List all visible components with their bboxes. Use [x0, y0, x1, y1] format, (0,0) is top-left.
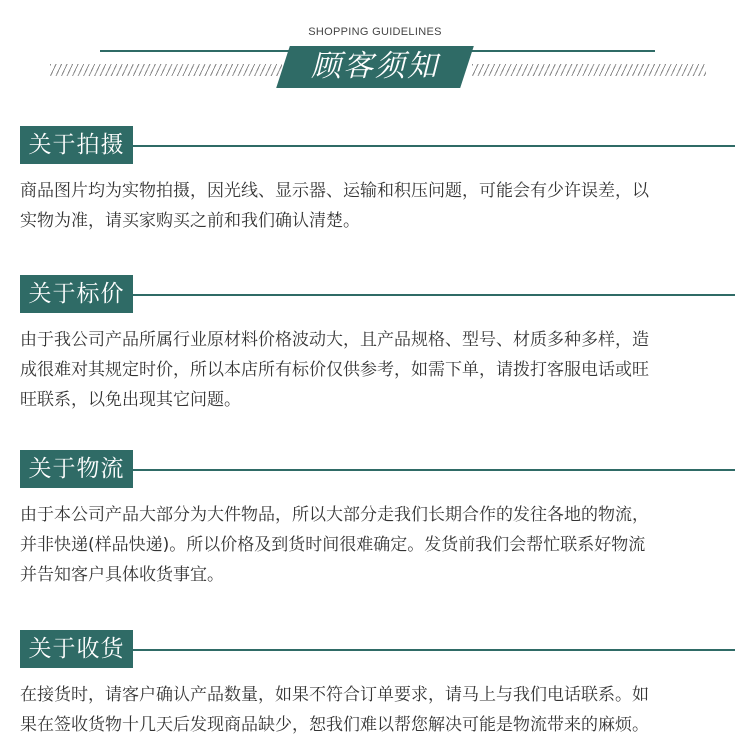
body-line: 并非快递(样品快递)。所以价格及到货时间很难确定。发货前我们会帮忙联系好物流 [20, 535, 646, 555]
body-line: 在接货时，请客户确认产品数量，如果不符合订单要求，请马上与我们电话联系。如 [20, 685, 649, 705]
section-body [20, 680, 732, 740]
section-body [20, 325, 732, 415]
section-tag: 关于拍摄 [20, 126, 133, 164]
body-line: 实物为准，请买家购买之前和我们确认清楚。 [20, 211, 360, 231]
body-line: 商品图片均为实物拍摄，因光线、显示器、运输和积压问题，可能会有少许误差，以 [20, 181, 649, 201]
section-rule [133, 294, 735, 296]
body-line: 果在签收货物十几天后发现商品缺少，恕我们难以帮您解决可能是物流带来的麻烦。 [20, 715, 649, 735]
section-rule [133, 145, 735, 147]
section-tag: 关于物流 [20, 450, 133, 488]
page-title: 顾客须知 [311, 49, 439, 84]
body-line: 旺联系，以免出现其它问题。 [20, 390, 241, 410]
section-tag: 关于标价 [20, 275, 133, 313]
hatch-decoration-left [50, 64, 282, 76]
section-body [20, 500, 732, 590]
body-line: 成很难对其规定时价，所以本店所有标价仅供参考，如需下单，请拨打客服电话或旺 [20, 360, 649, 380]
section-body [20, 176, 732, 236]
hatch-decoration-right [472, 64, 706, 76]
section-rule [133, 469, 735, 471]
section-tag: 关于收货 [20, 630, 133, 668]
body-line: 并告知客户具体收货事宜。 [20, 565, 224, 585]
section-rule [133, 649, 735, 651]
body-line: 由于本公司产品大部分为大件物品，所以大部分走我们长期合作的发往各地的物流， [20, 505, 649, 525]
body-line: 由于我公司产品所属行业原材料价格波动大，且产品规格、型号、材质多种多样，造 [20, 330, 649, 350]
header-subtitle: SHOPPING GUIDELINES [308, 26, 442, 38]
guidelines-header [0, 0, 750, 100]
